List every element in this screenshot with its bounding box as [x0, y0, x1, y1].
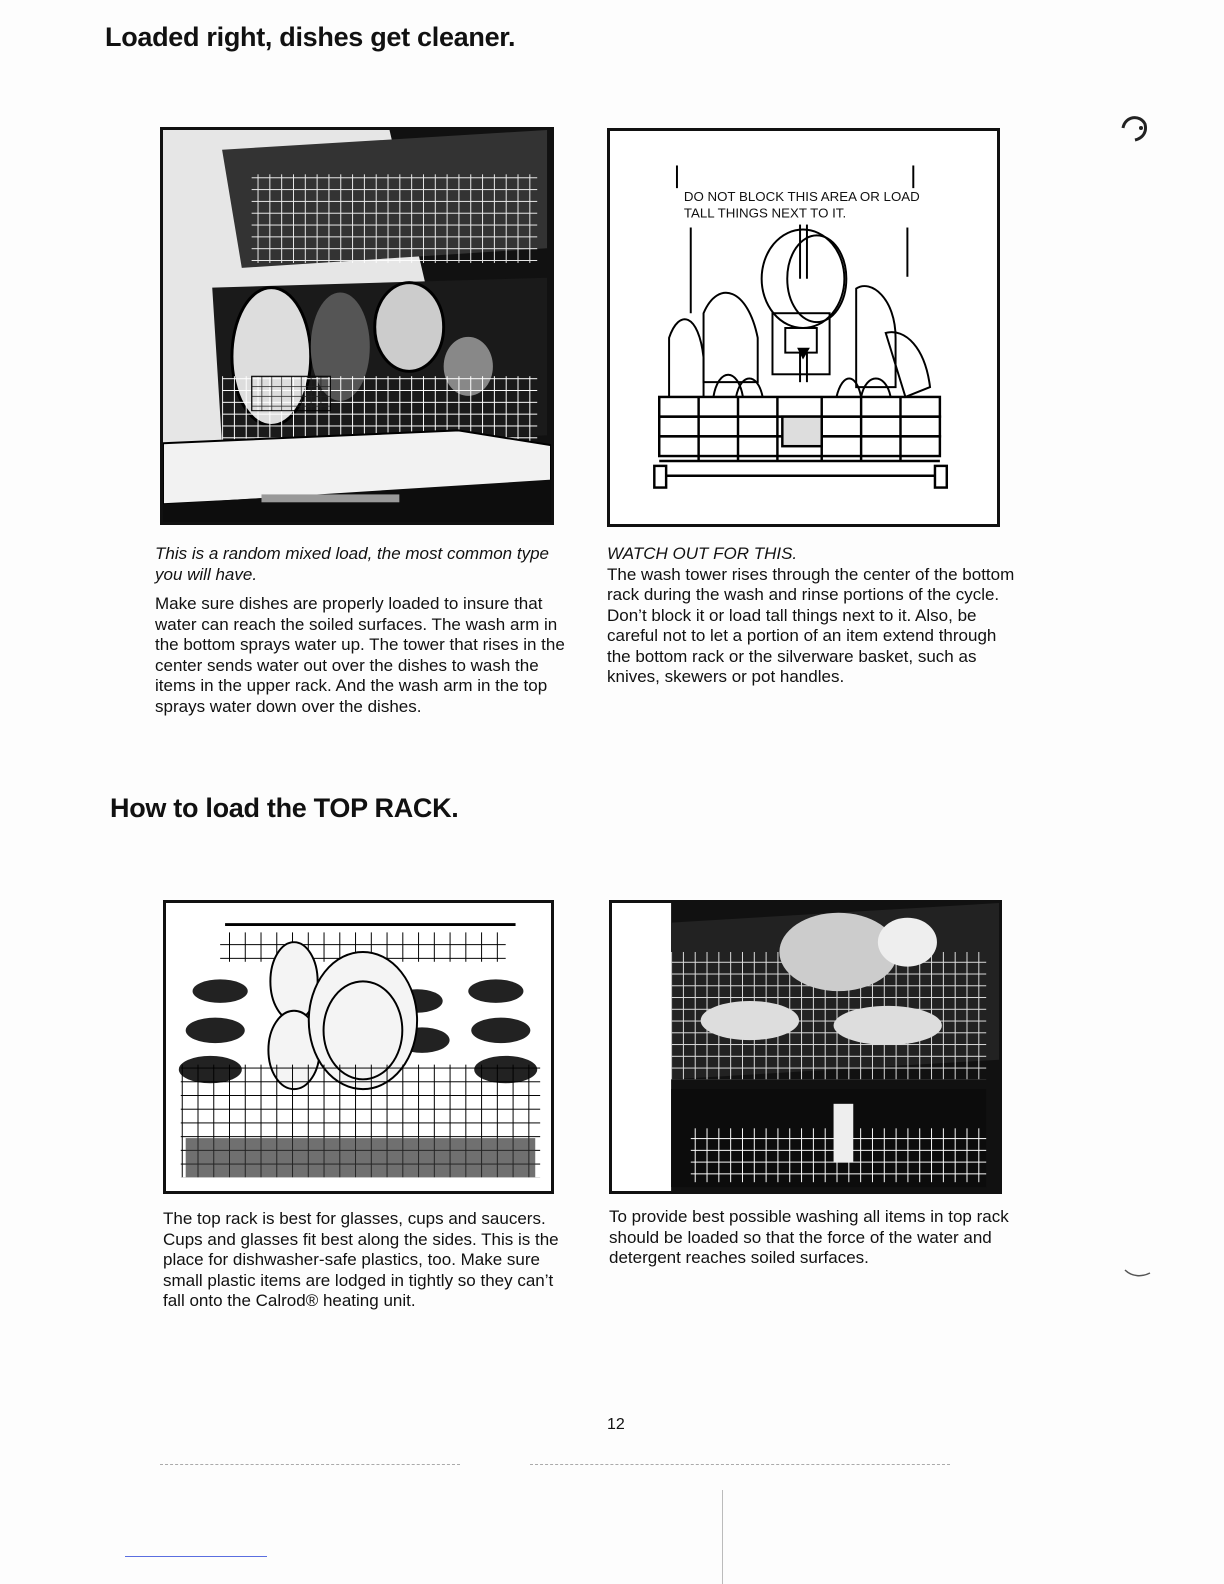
watch-out-caption: WATCH OUT FOR THIS. — [607, 544, 798, 563]
photo-top-rack-load — [609, 900, 1002, 1194]
scan-blue-line — [125, 1556, 267, 1557]
watch-out-text — [607, 544, 1022, 688]
top-rack-washing-body: To provide best possible washing all items in top rack should be loaded so that the force of the water and detergent reaches soiled surfaces. — [609, 1207, 1009, 1267]
diagram-wash-tower — [607, 128, 1000, 527]
photo-mixed-load — [160, 127, 554, 525]
scan-vertical-line — [722, 1490, 723, 1584]
callout-do-not-block: DO NOT BLOCK THIS AREA OR LOAD TALL THINGS NEXT TO IT. — [683, 189, 920, 221]
scan-dotted-line-right — [530, 1464, 950, 1465]
page-heading-loaded-right: Loaded right, dishes get cleaner. — [105, 22, 516, 52]
scan-speck-icon-lower — [1120, 1245, 1156, 1285]
watch-out-body: The wash tower rises through the center of the bottom rack during the wash and rinse portions of the cycle. Don’t block it or load tall things next to it. Also, be careful not to let a portion of an item extend through the bottom rack or the silverware basket, such as knives, skewers or pot handles. — [607, 564, 1015, 686]
scan-dotted-line-left — [160, 1464, 460, 1465]
section-heading-top-rack: How to load the TOP RACK. — [110, 793, 459, 823]
photo-top-rack-glasses — [163, 900, 554, 1194]
mixed-load-text — [155, 544, 575, 717]
mixed-load-body: Make sure dishes are properly loaded to insure that water can reach the soiled surfaces. The wash arm in the bottom sprays water up. The tower that rises in the center sends water out over the dishes to wash the items in the upper rack. And the wash arm in the top sprays water down over the dishes. — [155, 594, 565, 716]
page-number: 12 — [607, 1416, 625, 1433]
mixed-load-caption: This is a random mixed load, the most common type you will have. — [155, 544, 549, 584]
scan-speck-icon — [1115, 108, 1155, 148]
top-rack-body: The top rack is best for glasses, cups and saucers. Cups and glasses fit best along the sides. This is the place for dishwasher-safe plastics, too. Make sure small plastic items are lodged in tightly so they can’t fall onto the Calrod® heating unit. — [163, 1209, 559, 1310]
